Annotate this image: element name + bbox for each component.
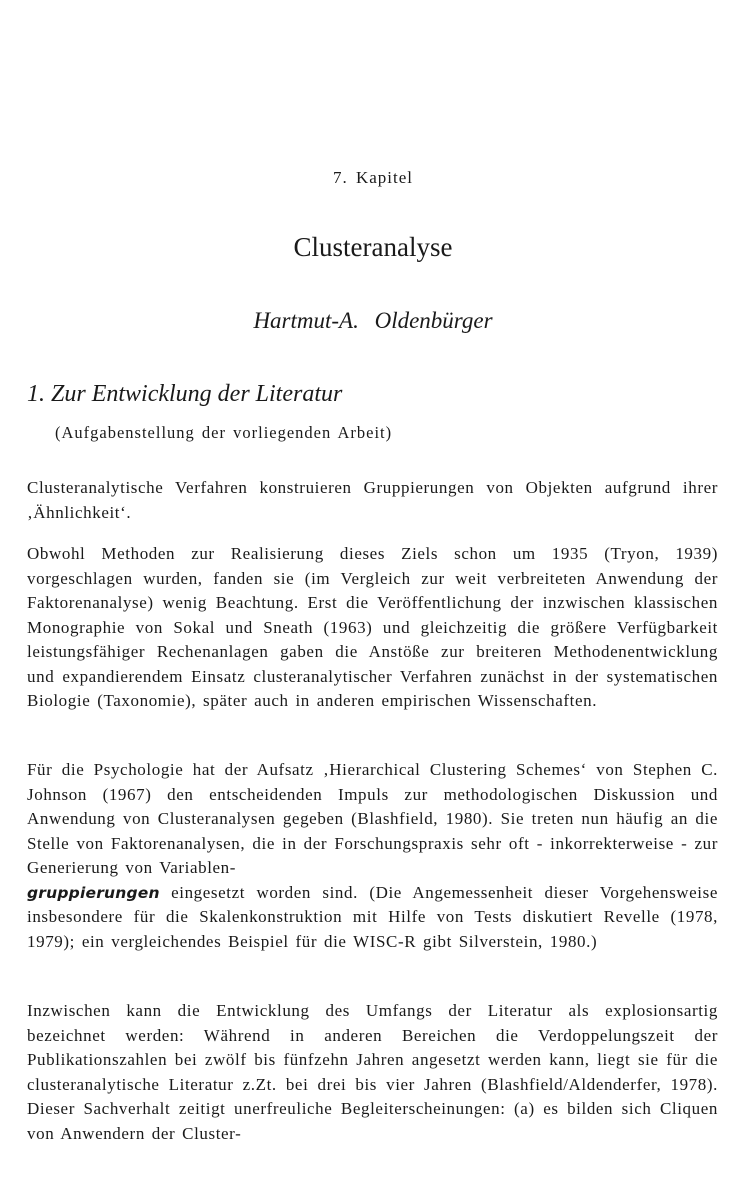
chapter-title: Clusteranalyse: [293, 232, 453, 262]
section-heading: 1. Zur Entwicklung der Literatur: [27, 381, 343, 407]
author-name: Hartmut-A. Oldenbürger: [253, 308, 493, 333]
chapter-label: 7. Kapitel: [332, 168, 414, 187]
paragraph-3: [27, 758, 718, 954]
paragraph-3-text-after: eingesetzt worden sind. (Die Angemessenheit dieser Vorgehensweise insbesondere für die Skalenkonstruktion mit Hilfe von Tests diskutiert Revelle (1978, 1979); ein vergleichendes Beispiel für die WISC-R gibt Silverstein, 1980.): [27, 882, 718, 951]
emphasized-word: gruppierungen: [27, 883, 160, 902]
paragraph-4: Inzwischen kann die Entwicklung des Umfangs der Literatur als explosionsartig bezeichnet werden: Während in anderen Bereichen die Verdoppelungszeit der Publikationszahlen bei zwölf bis fünfzehn Jahren angesetzt werden kann, liegt sie für die clusteranalytische Literatur z.Zt. bei drei bis vier Jahren (Blashfield/Aldenderfer, 1978). Dieser Sachverhalt zeitigt unerfreuliche Begleiterscheinungen: (a) es bilden sich Cliquen von Anwendern der Cluster-: [27, 1001, 718, 1143]
paragraph-2: Obwohl Methoden zur Realisierung dieses Ziels schon um 1935 (Tryon, 1939) vorgeschlagen wurden, fanden sie (im Vergleich zur weit verbreiteten Anwendung der Faktorenanalyse) wenig Beachtung. Erst die Veröffentlichung der inzwischen klassischen Monographie von Sokal und Sneath (1963) und gleichzeitig die größere Verfügbarkeit leistungsfähiger Rechenanlagen gaben die Anstöße zur breiteren Methodenentwicklung und expandierendem Einsatz clusteranalytischer Verfahren zunächst in der systematischen Biologie (Taxonomie), später auch in anderen empirischen Wissenschaften.: [27, 544, 718, 710]
paragraph-3-text-before: Für die Psychologie hat der Aufsatz ‚Hierarchical Clustering Schemes‘ von Stephen C. Johnson (1967) den entscheidenden Impuls zur methodologischen Diskussion und Anwendung von Clusteranalysen gegeben (Blashfield, 1980). Sie treten nun häufig an die Stelle von Faktorenanalysen, die in der Forschungspraxis sehr oft - inkorrekterweise - zur Generierung von Variablen-: [27, 760, 718, 877]
paragraph-1: Clusteranalytische Verfahren konstruieren Gruppierungen von Objekten aufgrund ihrer ‚Ähnlichkeit‘.: [27, 478, 718, 522]
section-subheading: (Aufgabenstellung der vorliegenden Arbeit): [55, 423, 393, 442]
